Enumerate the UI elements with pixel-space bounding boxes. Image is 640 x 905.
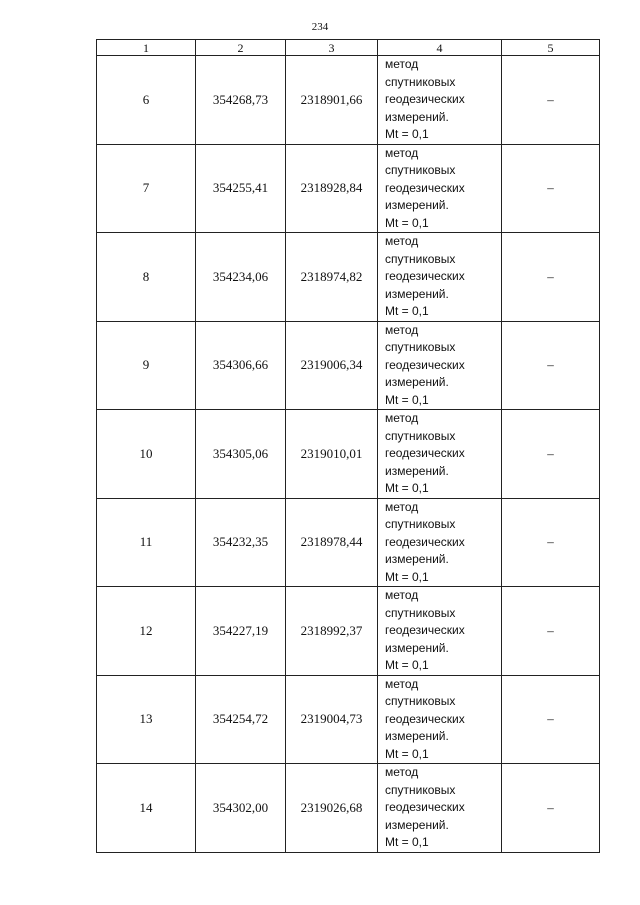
- method-line: спутниковых: [385, 428, 456, 443]
- method-line: измерений.: [385, 817, 449, 832]
- table-row: [97, 587, 600, 676]
- method-cell: [378, 764, 502, 853]
- method-line: метод: [385, 499, 419, 514]
- table-row: [97, 764, 600, 853]
- method-line: геодезических: [385, 269, 465, 283]
- method-line: измерений.: [385, 463, 449, 478]
- point-number-cell: 13: [97, 675, 196, 764]
- method-cell: [378, 321, 502, 410]
- column-header-1: 1: [97, 40, 196, 56]
- method-line: Mt = 0,1: [385, 835, 429, 849]
- method-line: спутниковых: [385, 340, 456, 354]
- column-header-4: 4: [378, 40, 502, 56]
- method-cell: [378, 498, 502, 587]
- method-cell: [378, 56, 502, 145]
- point-number-cell: 14: [97, 764, 196, 853]
- coordinate-y-cell: 2319026,68: [286, 764, 378, 853]
- method-line: геодезических: [385, 357, 465, 372]
- table-body: [97, 56, 600, 853]
- coordinate-y-cell: 2319006,34: [286, 321, 378, 410]
- note-cell: –: [502, 233, 600, 322]
- method-line: геодезических: [385, 180, 465, 195]
- table-header: [97, 40, 600, 56]
- coordinate-x-cell: 354234,06: [196, 233, 286, 322]
- method-line: метод: [385, 57, 419, 71]
- note-cell: –: [502, 587, 600, 676]
- point-number-cell: 9: [97, 321, 196, 410]
- column-header-2: 2: [196, 40, 286, 56]
- table-row: [97, 410, 600, 499]
- method-line: Mt = 0,1: [385, 481, 429, 495]
- column-header-3: 3: [286, 40, 378, 56]
- coordinate-y-cell: 2318978,44: [286, 498, 378, 587]
- page-number: 234: [311, 21, 329, 33]
- method-line: спутниковых: [385, 782, 456, 797]
- method-line: метод: [385, 411, 419, 425]
- method-line: Mt = 0,1: [385, 304, 429, 318]
- method-line: измерений.: [385, 640, 449, 655]
- coordinate-x-cell: 354302,00: [196, 764, 286, 853]
- method-line: метод: [385, 765, 419, 779]
- header-row: [97, 40, 600, 56]
- method-line: измерений.: [385, 552, 449, 566]
- method-line: спутниковых: [385, 694, 456, 708]
- method-line: спутниковых: [385, 517, 456, 531]
- method-line: метод: [385, 234, 419, 248]
- method-line: измерений.: [385, 286, 449, 301]
- point-number-cell: 6: [97, 56, 196, 145]
- method-line: Mt = 0,1: [385, 569, 429, 584]
- method-line: геодезических: [385, 92, 465, 106]
- point-number-cell: 7: [97, 144, 196, 233]
- note-cell: –: [502, 144, 600, 233]
- table-row: [97, 321, 600, 410]
- coordinate-x-cell: 354306,66: [196, 321, 286, 410]
- method-line: геодезических: [385, 623, 465, 637]
- coordinate-y-cell: 2319010,01: [286, 410, 378, 499]
- coordinate-y-cell: 2318992,37: [286, 587, 378, 676]
- coordinate-y-cell: 2318901,66: [286, 56, 378, 145]
- coordinate-x-cell: 354227,19: [196, 587, 286, 676]
- coordinate-x-cell: 354255,41: [196, 144, 286, 233]
- method-line: геодезических: [385, 446, 465, 460]
- method-line: метод: [385, 676, 419, 691]
- point-number-cell: 12: [97, 587, 196, 676]
- column-header-5: 5: [502, 40, 600, 56]
- coordinate-x-cell: 354232,35: [196, 498, 286, 587]
- method-line: измерений.: [385, 109, 449, 124]
- table-row: [97, 144, 600, 233]
- method-line: измерений.: [385, 729, 449, 743]
- method-line: Mt = 0,1: [385, 746, 429, 761]
- method-line: спутниковых: [385, 605, 456, 620]
- method-line: геодезических: [385, 711, 465, 726]
- method-line: геодезических: [385, 534, 465, 549]
- coordinate-x-cell: 354268,73: [196, 56, 286, 145]
- point-number-cell: 10: [97, 410, 196, 499]
- method-line: метод: [385, 322, 419, 337]
- method-line: измерений.: [385, 375, 449, 389]
- note-cell: –: [502, 675, 600, 764]
- method-line: измерений.: [385, 198, 449, 212]
- coordinate-y-cell: 2318928,84: [286, 144, 378, 233]
- table-row: [97, 233, 600, 322]
- method-line: геодезических: [385, 800, 465, 814]
- method-line: Mt = 0,1: [385, 215, 429, 230]
- method-cell: [378, 144, 502, 233]
- table-row: [97, 498, 600, 587]
- method-line: спутниковых: [385, 163, 456, 177]
- point-number-cell: 8: [97, 233, 196, 322]
- coordinates-table: [96, 39, 600, 853]
- method-line: Mt = 0,1: [385, 392, 429, 407]
- method-cell: [378, 587, 502, 676]
- method-cell: [378, 233, 502, 322]
- note-cell: –: [502, 410, 600, 499]
- note-cell: –: [502, 764, 600, 853]
- method-line: метод: [385, 588, 419, 602]
- method-line: Mt = 0,1: [385, 127, 429, 141]
- note-cell: –: [502, 56, 600, 145]
- method-line: спутниковых: [385, 251, 456, 266]
- table-row: [97, 675, 600, 764]
- coordinate-y-cell: 2318974,82: [286, 233, 378, 322]
- coordinate-x-cell: 354254,72: [196, 675, 286, 764]
- coordinate-y-cell: 2319004,73: [286, 675, 378, 764]
- note-cell: –: [502, 321, 600, 410]
- note-cell: –: [502, 498, 600, 587]
- method-line: метод: [385, 145, 419, 160]
- method-cell: [378, 675, 502, 764]
- point-number-cell: 11: [97, 498, 196, 587]
- coordinate-x-cell: 354305,06: [196, 410, 286, 499]
- method-line: Mt = 0,1: [385, 658, 429, 672]
- method-cell: [378, 410, 502, 499]
- method-line: спутниковых: [385, 74, 456, 89]
- table-row: [97, 56, 600, 145]
